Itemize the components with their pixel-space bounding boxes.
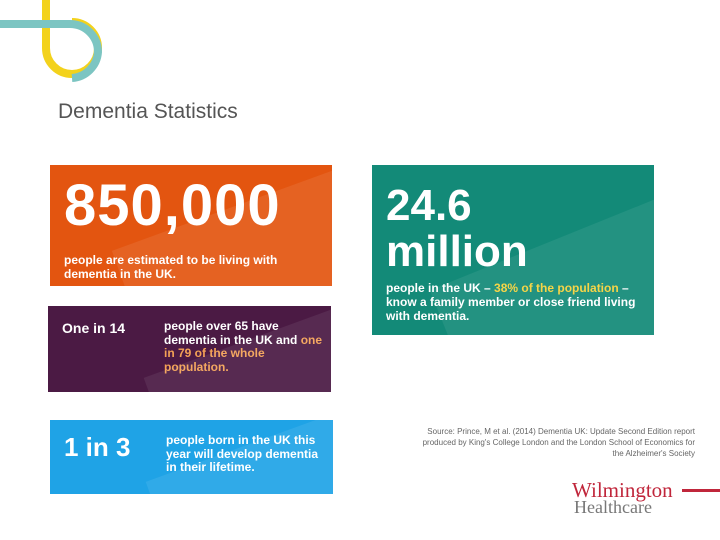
stat-caption-highlight: 38% of the population	[494, 281, 619, 295]
stat-caption-part: people in the UK –	[386, 281, 495, 295]
stat-headline-line2: million	[386, 227, 528, 276]
stat-headline	[386, 183, 586, 275]
stat-caption	[386, 281, 646, 323]
stat-caption-highlight: one in 79 of the whole population.	[164, 332, 323, 374]
stat-caption-part: people over 65 have dementia in the UK and	[164, 319, 301, 347]
stat-tile-over-65	[48, 306, 331, 392]
stat-headline: One in 14	[62, 320, 126, 336]
source-citation: Source: Prince, M et al. (2014) Dementia UK: Update Second Edition report produced by King's College London and the London School of Economics for the Alzheimer's Society	[422, 427, 695, 458]
page-title: Dementia Statistics	[58, 100, 238, 123]
stat-tile-people-know-someone	[372, 165, 654, 335]
brand-accent-line	[682, 489, 720, 492]
stat-caption-part: – know a family member or close friend living with dementia.	[386, 281, 636, 323]
stat-caption: people are estimated to be living with dementia in the UK.	[64, 253, 278, 281]
brand-logo-wordmark: Wilmington	[572, 478, 673, 502]
brand-logo-subtitle: Healthcare	[574, 497, 652, 517]
stat-caption	[164, 320, 324, 374]
stat-headline: 850,000	[64, 173, 281, 238]
stat-headline-line1: 24.6	[386, 181, 472, 230]
logo-mark-icon	[0, 0, 110, 90]
stat-tile-lifetime-risk	[50, 420, 333, 494]
stat-tile-uk-dementia-count	[50, 165, 332, 286]
stat-headline: 1 in 3	[64, 432, 131, 462]
stat-caption: people born in the UK this year will develop dementia in their lifetime.	[166, 433, 319, 474]
